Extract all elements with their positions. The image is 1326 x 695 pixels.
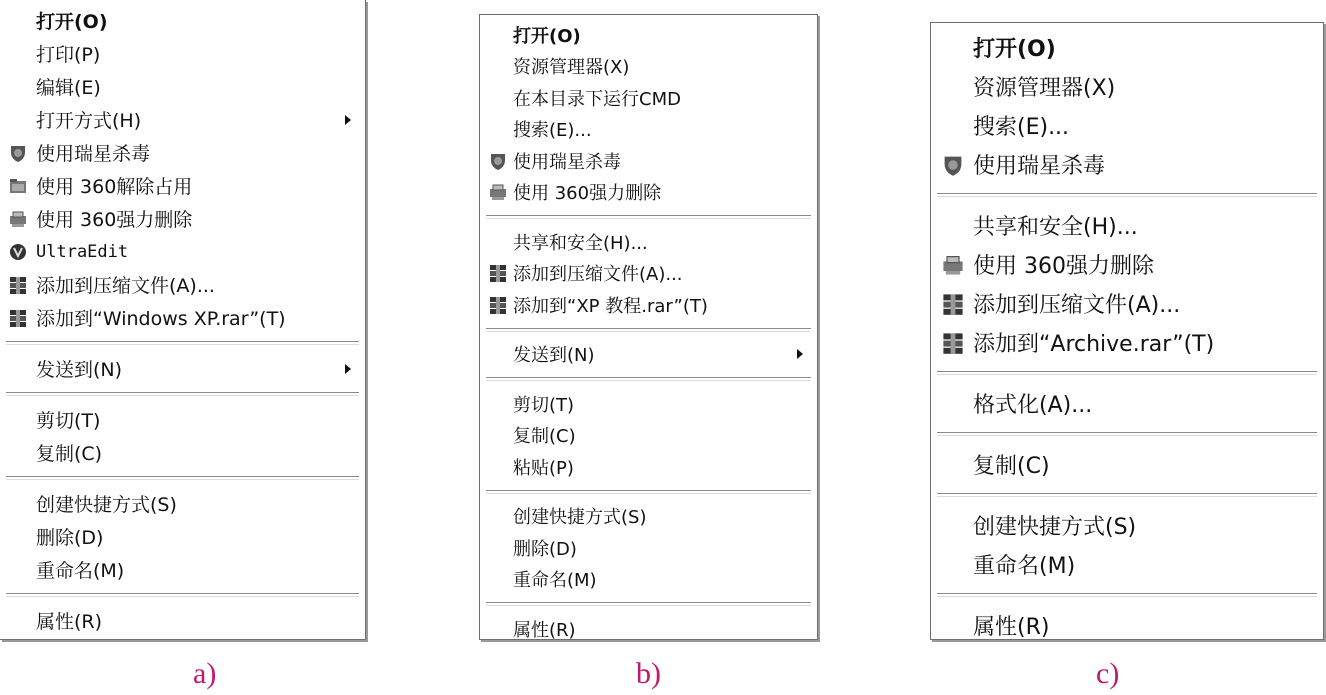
menu-item-open[interactable] <box>931 28 1323 67</box>
shredder-icon <box>488 182 508 202</box>
menu-item-rising-antivirus[interactable] <box>0 136 365 169</box>
menu-item-rename[interactable] <box>0 553 365 586</box>
menu-item-ultraedit[interactable] <box>0 235 365 268</box>
menu-item-rename[interactable] <box>480 564 817 596</box>
menu-item-delete[interactable] <box>480 532 817 564</box>
menu-separator <box>937 193 1317 197</box>
archive-icon <box>488 263 508 283</box>
menu-item-copy[interactable] <box>0 436 365 469</box>
menu-item-explorer[interactable] <box>931 67 1323 106</box>
menu-separator <box>6 476 359 480</box>
menu-separator <box>486 215 811 219</box>
menu-item-properties[interactable] <box>480 613 817 645</box>
menu-item-open-with[interactable] <box>0 103 365 136</box>
menu-item-label: 搜索(E)... <box>513 120 592 142</box>
menu-item-label: 删除(D) <box>36 527 104 549</box>
menu-item-create-shortcut[interactable] <box>0 487 365 520</box>
ultraedit-icon <box>8 242 28 262</box>
menu-separator <box>937 493 1317 497</box>
archive-icon <box>941 292 965 316</box>
context-menu-a <box>0 0 366 640</box>
menu-separator <box>486 602 811 606</box>
menu-item-label: 打印(P) <box>36 44 101 66</box>
menu-item-label: 剪切(T) <box>513 394 575 416</box>
caption-b: b) <box>636 657 661 690</box>
menu-item-label: 复制(C) <box>513 426 576 448</box>
menu-item-label: 资源管理器(X) <box>513 57 630 79</box>
menu-item-label: 属性(R) <box>36 611 103 633</box>
menu-item-rename[interactable] <box>931 545 1323 584</box>
menu-item-label: 粘贴(P) <box>513 457 574 479</box>
menu-item-format[interactable] <box>931 384 1323 423</box>
menu-item-label: 重命名(M) <box>513 570 597 592</box>
folder-icon <box>8 176 28 196</box>
menu-item-add-to-named-archive[interactable] <box>931 323 1323 362</box>
submenu-arrow-icon <box>797 349 803 359</box>
submenu-arrow-icon <box>345 364 351 374</box>
menu-item-label: 复制(C) <box>973 454 1050 479</box>
menu-item-360-shred[interactable] <box>480 177 817 209</box>
antivirus-icon <box>488 151 508 171</box>
shredder-icon <box>941 253 965 277</box>
menu-item-label: 使用瑞星杀毒 <box>36 143 151 165</box>
menu-item-cut[interactable] <box>0 403 365 436</box>
menu-item-label: 打开(O) <box>513 25 581 47</box>
menu-item-run-cmd-here[interactable] <box>480 82 817 114</box>
menu-item-open[interactable] <box>0 4 365 37</box>
menu-item-create-shortcut[interactable] <box>480 501 817 533</box>
archive-icon <box>488 295 508 315</box>
menu-separator <box>6 593 359 597</box>
menu-separator <box>937 371 1317 375</box>
shredder-icon <box>8 209 28 229</box>
menu-item-label: 打开(O) <box>973 37 1056 62</box>
menu-item-label: 属性(R) <box>973 615 1050 640</box>
menu-separator <box>6 341 359 345</box>
menu-item-label: 添加到“XP 教程.rar”(T) <box>513 295 708 317</box>
menu-item-add-to-archive[interactable] <box>931 284 1323 323</box>
antivirus-icon <box>8 143 28 163</box>
menu-separator <box>6 392 359 396</box>
menu-item-label: 使用 360强力删除 <box>513 183 662 205</box>
menu-item-360-unlock[interactable] <box>0 169 365 202</box>
menu-item-label: 使用 360解除占用 <box>36 176 193 198</box>
menu-item-label: 在本目录下运行CMD <box>513 88 681 110</box>
menu-item-label: 重命名(M) <box>36 560 125 582</box>
context-menu-b <box>479 14 818 640</box>
menu-item-label: 复制(C) <box>36 443 103 465</box>
menu-item-delete[interactable] <box>0 520 365 553</box>
menu-item-label: 编辑(E) <box>36 77 101 99</box>
menu-item-add-to-named-archive[interactable] <box>480 289 817 321</box>
menu-item-create-shortcut[interactable] <box>931 506 1323 545</box>
menu-item-label: 重命名(M) <box>973 554 1076 579</box>
caption-c: c) <box>1096 657 1120 690</box>
menu-item-label: 剪切(T) <box>36 410 101 432</box>
antivirus-icon <box>941 153 965 177</box>
menu-item-cut[interactable] <box>480 388 817 420</box>
menu-item-search[interactable] <box>931 106 1323 145</box>
menu-item-explorer[interactable] <box>480 51 817 83</box>
menu-item-open[interactable] <box>480 19 817 51</box>
menu-item-print[interactable] <box>0 37 365 70</box>
menu-separator <box>937 593 1317 597</box>
menu-item-label: 创建快捷方式(S) <box>36 494 177 516</box>
menu-item-add-to-archive[interactable] <box>0 268 365 301</box>
menu-separator <box>486 377 811 381</box>
submenu-arrow-icon <box>345 115 351 125</box>
menu-item-label: 添加到“Archive.rar”(T) <box>973 332 1215 357</box>
menu-item-label: 资源管理器(X) <box>973 76 1116 101</box>
menu-item-label: 搜索(E)... <box>973 115 1070 140</box>
menu-item-search[interactable] <box>480 114 817 146</box>
menu-item-sharing-security[interactable] <box>480 226 817 258</box>
menu-item-properties[interactable] <box>0 604 365 637</box>
menu-separator <box>486 328 811 332</box>
menu-item-label: 添加到“Windows XP.rar”(T) <box>36 308 286 330</box>
menu-item-label: 共享和安全(H)... <box>513 232 648 254</box>
context-menu-c <box>930 22 1324 640</box>
menu-item-label: 使用瑞星杀毒 <box>513 151 621 173</box>
menu-item-label: 发送到(N) <box>36 359 123 381</box>
menu-item-label: 添加到压缩文件(A)... <box>513 264 683 286</box>
menu-item-rising-antivirus[interactable] <box>480 145 817 177</box>
menu-item-360-shred[interactable] <box>0 202 365 235</box>
menu-item-label: 创建快捷方式(S) <box>973 515 1137 540</box>
menu-item-rising-antivirus[interactable] <box>931 145 1323 184</box>
menu-item-label: 创建快捷方式(S) <box>513 507 647 529</box>
menu-item-label: 属性(R) <box>513 619 576 641</box>
archive-icon <box>8 275 28 295</box>
menu-item-add-to-named-archive[interactable] <box>0 301 365 334</box>
menu-separator <box>486 490 811 494</box>
menu-item-label: 添加到压缩文件(A)... <box>973 293 1181 318</box>
menu-item-paste[interactable] <box>480 451 817 483</box>
menu-item-label: 使用 360强力删除 <box>973 254 1154 279</box>
menu-item-360-shred[interactable] <box>931 245 1323 284</box>
archive-icon <box>941 331 965 355</box>
menu-item-label: 打开(O) <box>36 11 108 33</box>
menu-item-label: UltraEdit <box>36 241 129 262</box>
menu-item-label: 使用瑞星杀毒 <box>973 154 1106 179</box>
menu-item-copy[interactable] <box>480 420 817 452</box>
menu-item-properties[interactable] <box>931 606 1323 645</box>
menu-item-sharing-security[interactable] <box>931 206 1323 245</box>
menu-item-label: 打开方式(H) <box>36 110 142 132</box>
archive-icon <box>8 308 28 328</box>
menu-item-label: 添加到压缩文件(A)... <box>36 275 215 297</box>
menu-item-label: 发送到(N) <box>513 345 595 367</box>
caption-a: a) <box>193 657 217 690</box>
menu-item-label: 删除(D) <box>513 538 577 560</box>
menu-item-send-to[interactable] <box>0 352 365 385</box>
menu-item-label: 格式化(A)... <box>973 393 1093 418</box>
menu-separator <box>937 432 1317 436</box>
menu-item-edit[interactable] <box>0 70 365 103</box>
menu-item-add-to-archive[interactable] <box>480 258 817 290</box>
menu-item-label: 使用 360强力删除 <box>36 209 193 231</box>
menu-item-label: 共享和安全(H)... <box>973 215 1138 240</box>
menu-item-send-to[interactable] <box>480 339 817 371</box>
menu-item-copy[interactable] <box>931 445 1323 484</box>
